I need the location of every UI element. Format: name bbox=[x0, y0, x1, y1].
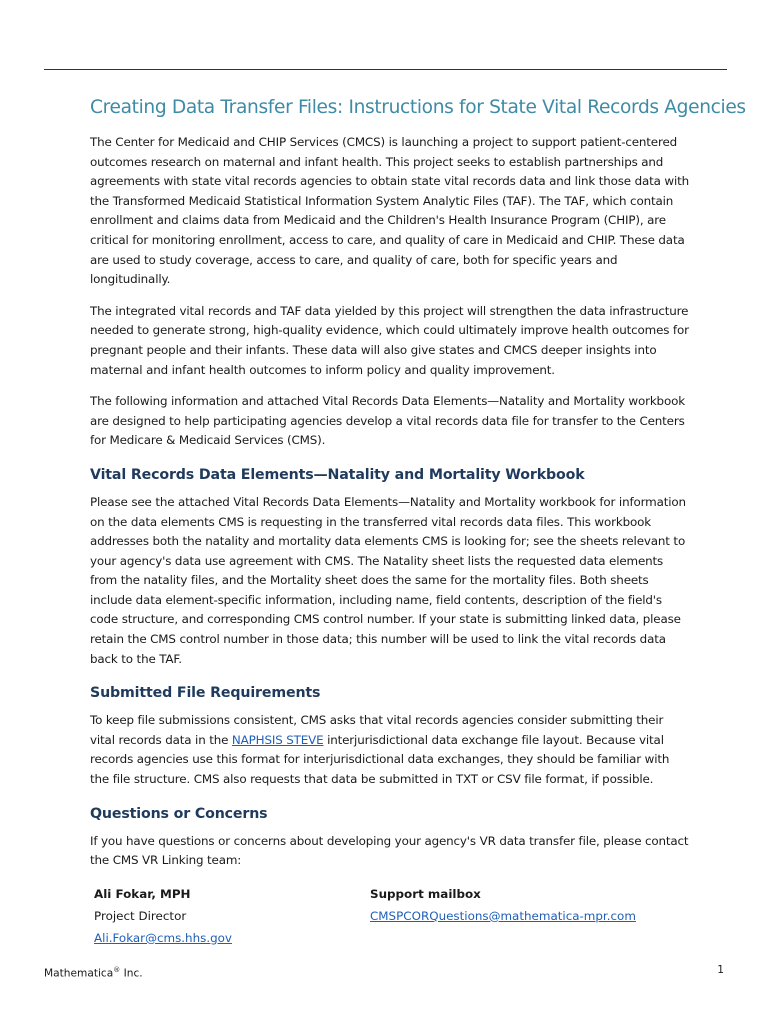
contact-person-name: Ali Fokar, MPH bbox=[94, 886, 191, 901]
questions-paragraph: If you have questions or concerns about developing your agency's VR data transfer file, please contact the CMS VR Linking team: bbox=[90, 833, 689, 868]
footer-org-name: Mathematica bbox=[44, 967, 114, 980]
document-body bbox=[90, 96, 746, 949]
file-requirements-heading: Submitted File Requirements bbox=[90, 685, 321, 702]
intro-paragraph-1: The Center for Medicaid and CHIP Services (CMCS) is launching a project to support patient-centered outcomes research on maternal and infant health. This project seeks to establish partnerships and agreements with state vital records agencies to obtain state vital records data and link those data with the Transformed Medicaid Statistical Information System Analytic Files (TAF). The TAF, which contain enrollment and claims data from Medicaid and the Children's Health Insurance Program (CHIP), are critical for monitoring enrollment, access to care, and quality of care in Medicaid and CHIP. These data are used to study coverage, access to care, and quality of care, both for specific years and longitudinally. bbox=[90, 135, 690, 287]
page-number: 1 bbox=[717, 964, 724, 976]
intro-paragraph-2: The integrated vital records and TAF data yielded by this project will strengthen the data infrastructure needed to generate strong, high-quality evidence, which could ultimately improve health outcomes for pregnant people and their infants. These data will also give states and CMCS deeper insights into maternal and infant health outcomes to inform policy and quality improvement. bbox=[90, 303, 689, 377]
contact-person-title: Project Director bbox=[94, 908, 187, 923]
workbook-paragraph: Please see the attached Vital Records Data Elements—Natality and Mortality workbook for information on the data elements CMS is requesting in the transferred vital records data files. This workbook addresses both the natality and mortality data elements CMS is looking for; see the sheets relevant to your agency's data use agreement with CMS. The Natality sheet lists the requested data elements from the natality files, and the Mortality sheet does the same for the mortality files. Both sheets include data element-specific information, including name, field contents, description of the field's code structure, and corresponding CMS control number. If your state is submitting linked data, please retain the CMS control number in those data; this number will be used to link the vital records data back to the TAF. bbox=[90, 494, 686, 666]
footer-org bbox=[44, 963, 143, 981]
footer-org-suffix: Inc. bbox=[120, 967, 143, 980]
contact-mailbox bbox=[370, 883, 670, 949]
contact-person-email-link[interactable]: Ali.Fokar@cms.hhs.gov bbox=[94, 930, 232, 945]
workbook-heading: Vital Records Data Elements—Natality and Mortality Workbook bbox=[90, 466, 585, 483]
footer-registered-mark: ® bbox=[113, 966, 121, 974]
file-requirements-text-start: To keep file submissions consistent, CMS asks that vital records agencies consider submitting their vital records data in the bbox=[90, 713, 664, 747]
naphsis-steve-link[interactable]: NAPHSIS STEVE bbox=[231, 732, 324, 747]
header-rule bbox=[44, 69, 727, 70]
file-requirements-paragraph bbox=[90, 711, 690, 789]
support-mailbox-email-link[interactable]: CMSPCORQuestions@mathematica-mpr.com bbox=[370, 908, 636, 923]
document-title: Creating Data Transfer Files: Instructions for State Vital Records Agencies bbox=[90, 97, 746, 118]
contact-person bbox=[90, 883, 370, 949]
contacts-table bbox=[90, 883, 690, 949]
questions-heading: Questions or Concerns bbox=[90, 805, 268, 822]
intro-paragraph-3: The following information and attached Vital Records Data Elements—Natality and Mortality workbook are designed to help participating agencies develop a vital records data file for transfer to the Centers for Medicare & Medicaid Services (CMS). bbox=[90, 394, 685, 448]
file-requirements-text-end: interjurisdictional data exchange file layout. Because vital records agencies use this format for interjurisdictional data exchanges, they should be familiar with the file structure. CMS also requests that data be submitted in TXT or CSV file format, if possible. bbox=[90, 732, 670, 787]
support-mailbox-label: Support mailbox bbox=[370, 886, 481, 901]
